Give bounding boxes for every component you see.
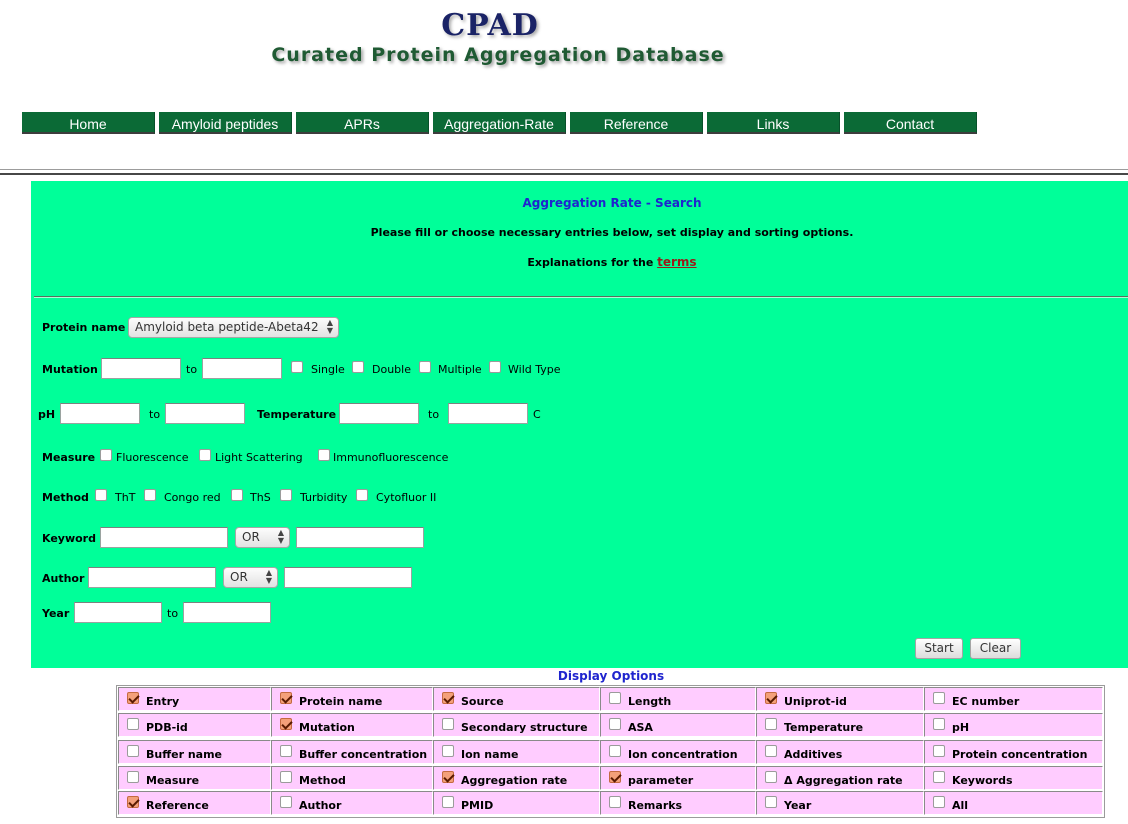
fluorescence-label: Fluorescence	[116, 451, 189, 464]
temperature-option-label: Temperature	[784, 721, 864, 734]
site-logo-title: CPAD	[441, 8, 539, 43]
keywords-label: Keywords	[952, 774, 1013, 787]
author-operator-value: OR	[230, 570, 248, 584]
entry-label: Entry	[146, 695, 180, 708]
terms-link[interactable]: terms	[657, 255, 697, 269]
display-option-pdb-id[interactable]	[118, 713, 271, 737]
asa-label: ASA	[628, 721, 653, 734]
method-label: Method	[42, 491, 89, 504]
pmid-label: PMID	[461, 799, 494, 812]
ec-number-checkbox[interactable]	[933, 692, 945, 704]
display-option-additives[interactable]	[756, 740, 924, 764]
immunofluorescence-checkbox[interactable]	[318, 449, 330, 461]
year-label: Year	[42, 607, 70, 620]
protein-name-select[interactable]	[128, 317, 339, 338]
reference-label: Reference	[146, 799, 209, 812]
start-button[interactable]: Start	[915, 638, 963, 659]
year-option-checkbox[interactable]	[765, 796, 777, 808]
protein-name-option-label: Protein name	[299, 695, 383, 708]
display-option-ion-concentration[interactable]	[600, 740, 756, 764]
divider-thin	[0, 169, 1128, 170]
keyword-input-2[interactable]	[296, 527, 424, 548]
turbidity-checkbox[interactable]	[280, 489, 292, 501]
congo-red-label: Congo red	[164, 491, 221, 504]
nav-aggregation-rate[interactable]: Aggregation-Rate	[433, 112, 566, 134]
light-scattering-checkbox[interactable]	[199, 449, 211, 461]
year-to-input[interactable]	[183, 602, 271, 623]
nav-amyloid-peptides[interactable]: Amyloid peptides	[159, 112, 292, 134]
nav-reference[interactable]: Reference	[570, 112, 703, 134]
author-input-1[interactable]	[88, 567, 216, 588]
ion-name-label: Ion name	[461, 748, 519, 761]
display-option-ec-number[interactable]	[924, 687, 1103, 711]
author-label: Author	[42, 572, 85, 585]
nav-home[interactable]: Home	[22, 112, 155, 134]
display-option-uniprot-id[interactable]	[756, 687, 924, 711]
delta-aggregation-rate-label: Δ Aggregation rate	[784, 774, 903, 787]
pdb-id-checkbox[interactable]	[127, 718, 139, 730]
display-option-ph[interactable]	[924, 713, 1103, 737]
mutation-to-label: to	[186, 363, 198, 376]
display-option-reference[interactable]	[118, 791, 271, 815]
entry-checkbox[interactable]	[127, 692, 139, 704]
pdb-id-label: PDB-id	[146, 721, 188, 734]
light-scattering-label: Light Scattering	[215, 451, 303, 464]
protein-concentration-checkbox[interactable]	[933, 745, 945, 757]
protein-name-value: Amyloid beta peptide-Abeta42	[135, 320, 319, 334]
panel-divider	[34, 296, 1128, 298]
tht-checkbox[interactable]	[95, 489, 107, 501]
protein-name-checkbox[interactable]	[280, 692, 292, 704]
additives-checkbox[interactable]	[765, 745, 777, 757]
immunofluorescence-label: Immunofluorescence	[333, 451, 449, 464]
keyword-operator-value: OR	[242, 530, 260, 544]
delta-aggregation-rate-checkbox[interactable]	[765, 771, 777, 783]
cytofluor-checkbox[interactable]	[356, 489, 368, 501]
keyword-input-1[interactable]	[100, 527, 228, 548]
temperature-option-checkbox[interactable]	[765, 718, 777, 730]
additives-label: Additives	[784, 748, 843, 761]
double-checkbox[interactable]	[352, 361, 364, 373]
all-checkbox[interactable]	[933, 796, 945, 808]
nav-aprs[interactable]: APRs	[296, 112, 429, 134]
display-option-delta-aggregation-rate[interactable]	[756, 766, 924, 790]
display-option-aggregation-rate[interactable]	[433, 766, 600, 790]
multiple-label: Multiple	[438, 363, 482, 376]
cytofluor-label: Cytofluor II	[376, 491, 437, 504]
method-option-label: Method	[299, 774, 346, 787]
all-label: All	[952, 799, 969, 812]
uniprot-id-label: Uniprot-id	[784, 695, 847, 708]
remarks-checkbox[interactable]	[609, 796, 621, 808]
single-checkbox[interactable]	[291, 361, 303, 373]
buffer-concentration-label: Buffer concentration	[299, 748, 428, 761]
length-checkbox[interactable]	[609, 692, 621, 704]
year-option-label: Year	[784, 799, 812, 812]
ph-from-input[interactable]	[60, 403, 140, 424]
nav-links[interactable]: Links	[707, 112, 840, 134]
year-from-input[interactable]	[74, 602, 162, 623]
display-option-ion-name[interactable]	[433, 740, 600, 764]
ph-to-label: to	[149, 408, 161, 421]
ph-to-input[interactable]	[165, 403, 245, 424]
clear-button[interactable]: Clear	[970, 638, 1021, 659]
display-option-asa[interactable]	[600, 713, 756, 737]
uniprot-id-checkbox[interactable]	[765, 692, 777, 704]
parameter-label: parameter	[628, 774, 694, 787]
buffer-name-checkbox[interactable]	[127, 745, 139, 757]
temperature-to-input[interactable]	[448, 403, 528, 424]
secondary-structure-label: Secondary structure	[461, 721, 588, 734]
display-options-grid	[116, 685, 1105, 818]
display-option-year[interactable]	[756, 791, 924, 815]
site-logo-subtitle: Curated Protein Aggregation Database	[271, 44, 725, 66]
ths-checkbox[interactable]	[231, 489, 243, 501]
search-panel	[31, 181, 1128, 668]
temperature-to-label: to	[428, 408, 440, 421]
display-option-length[interactable]	[600, 687, 756, 711]
remarks-label: Remarks	[628, 799, 683, 812]
display-option-author[interactable]	[271, 791, 433, 815]
protein-concentration-label: Protein concentration	[952, 748, 1088, 761]
fluorescence-checkbox[interactable]	[100, 449, 112, 461]
measure-option-checkbox[interactable]	[127, 771, 139, 783]
single-label: Single	[311, 363, 345, 376]
mutation-option-checkbox[interactable]	[280, 718, 292, 730]
multiple-checkbox[interactable]	[419, 361, 431, 373]
divider-thick	[0, 173, 1128, 175]
buffer-concentration-checkbox[interactable]	[280, 745, 292, 757]
author-operator-select[interactable]	[223, 567, 278, 588]
tht-label: ThT	[115, 491, 136, 504]
display-option-source[interactable]	[433, 687, 600, 711]
display-option-remarks[interactable]	[600, 791, 756, 815]
temperature-from-input[interactable]	[339, 403, 419, 424]
method-option-checkbox[interactable]	[280, 771, 292, 783]
select-arrows-icon: ▲ ▼	[326, 318, 333, 335]
congo-red-checkbox[interactable]	[144, 489, 156, 501]
mutation-to-input[interactable]	[202, 358, 282, 379]
source-checkbox[interactable]	[442, 692, 454, 704]
ph-option-label: pH	[952, 721, 970, 734]
ion-concentration-checkbox[interactable]	[609, 745, 621, 757]
display-option-pmid[interactable]	[433, 791, 600, 815]
ph-label: pH	[38, 408, 56, 421]
pmid-checkbox[interactable]	[442, 796, 454, 808]
temperature-unit: C	[533, 408, 541, 421]
aggregation-rate-checkbox[interactable]	[442, 771, 454, 783]
keyword-label: Keyword	[42, 532, 96, 545]
search-explanation	[31, 255, 1128, 269]
mutation-label: Mutation	[42, 363, 98, 376]
display-option-method[interactable]	[271, 766, 433, 790]
select-arrows-icon: ▲ ▼	[265, 568, 272, 585]
measure-option-label: Measure	[146, 774, 200, 787]
protein-name-label: Protein name	[42, 321, 126, 334]
author-option-checkbox[interactable]	[280, 796, 292, 808]
explanation-text: Explanations for the	[527, 256, 654, 269]
wild-type-checkbox[interactable]	[489, 361, 501, 373]
display-options-title: Display Options	[557, 669, 665, 683]
ec-number-label: EC number	[952, 695, 1020, 708]
nav-contact[interactable]: Contact	[844, 112, 977, 134]
mutation-option-label: Mutation	[299, 721, 355, 734]
measure-label: Measure	[42, 451, 96, 464]
reference-checkbox[interactable]	[127, 796, 139, 808]
ion-name-checkbox[interactable]	[442, 745, 454, 757]
source-label: Source	[461, 695, 504, 708]
display-option-protein-name[interactable]	[271, 687, 433, 711]
year-to-label: to	[167, 607, 179, 620]
ion-concentration-label: Ion concentration	[628, 748, 738, 761]
display-option-mutation[interactable]	[271, 713, 433, 737]
search-title: Aggregation Rate - Search	[522, 196, 702, 210]
parameter-checkbox[interactable]	[609, 771, 621, 783]
display-option-parameter[interactable]	[600, 766, 756, 790]
display-option-keywords[interactable]	[924, 766, 1103, 790]
secondary-structure-checkbox[interactable]	[442, 718, 454, 730]
ths-label: ThS	[250, 491, 271, 504]
asa-checkbox[interactable]	[609, 718, 621, 730]
temperature-label: Temperature	[257, 408, 337, 421]
wild-type-label: Wild Type	[508, 363, 561, 376]
keywords-checkbox[interactable]	[933, 771, 945, 783]
double-label: Double	[372, 363, 411, 376]
display-option-entry[interactable]	[118, 687, 271, 711]
keyword-operator-select[interactable]	[235, 527, 290, 548]
turbidity-label: Turbidity	[300, 491, 348, 504]
mutation-from-input[interactable]	[101, 358, 181, 379]
length-label: Length	[628, 695, 672, 708]
ph-option-checkbox[interactable]	[933, 718, 945, 730]
display-option-measure[interactable]	[118, 766, 271, 790]
display-option-secondary-structure[interactable]	[433, 713, 600, 737]
author-input-2[interactable]	[284, 567, 412, 588]
display-option-all[interactable]	[924, 791, 1103, 815]
display-option-buffer-concentration[interactable]	[271, 740, 433, 764]
aggregation-rate-label: Aggregation rate	[461, 774, 568, 787]
search-instructions: Please fill or choose necessary entries below, set display and sorting options.	[370, 226, 854, 239]
buffer-name-label: Buffer name	[146, 748, 223, 761]
display-option-buffer-name[interactable]	[118, 740, 271, 764]
select-arrows-icon: ▲ ▼	[277, 528, 284, 545]
author-option-label: Author	[299, 799, 342, 812]
display-option-protein-concentration[interactable]	[924, 740, 1103, 764]
display-option-temperature[interactable]	[756, 713, 924, 737]
